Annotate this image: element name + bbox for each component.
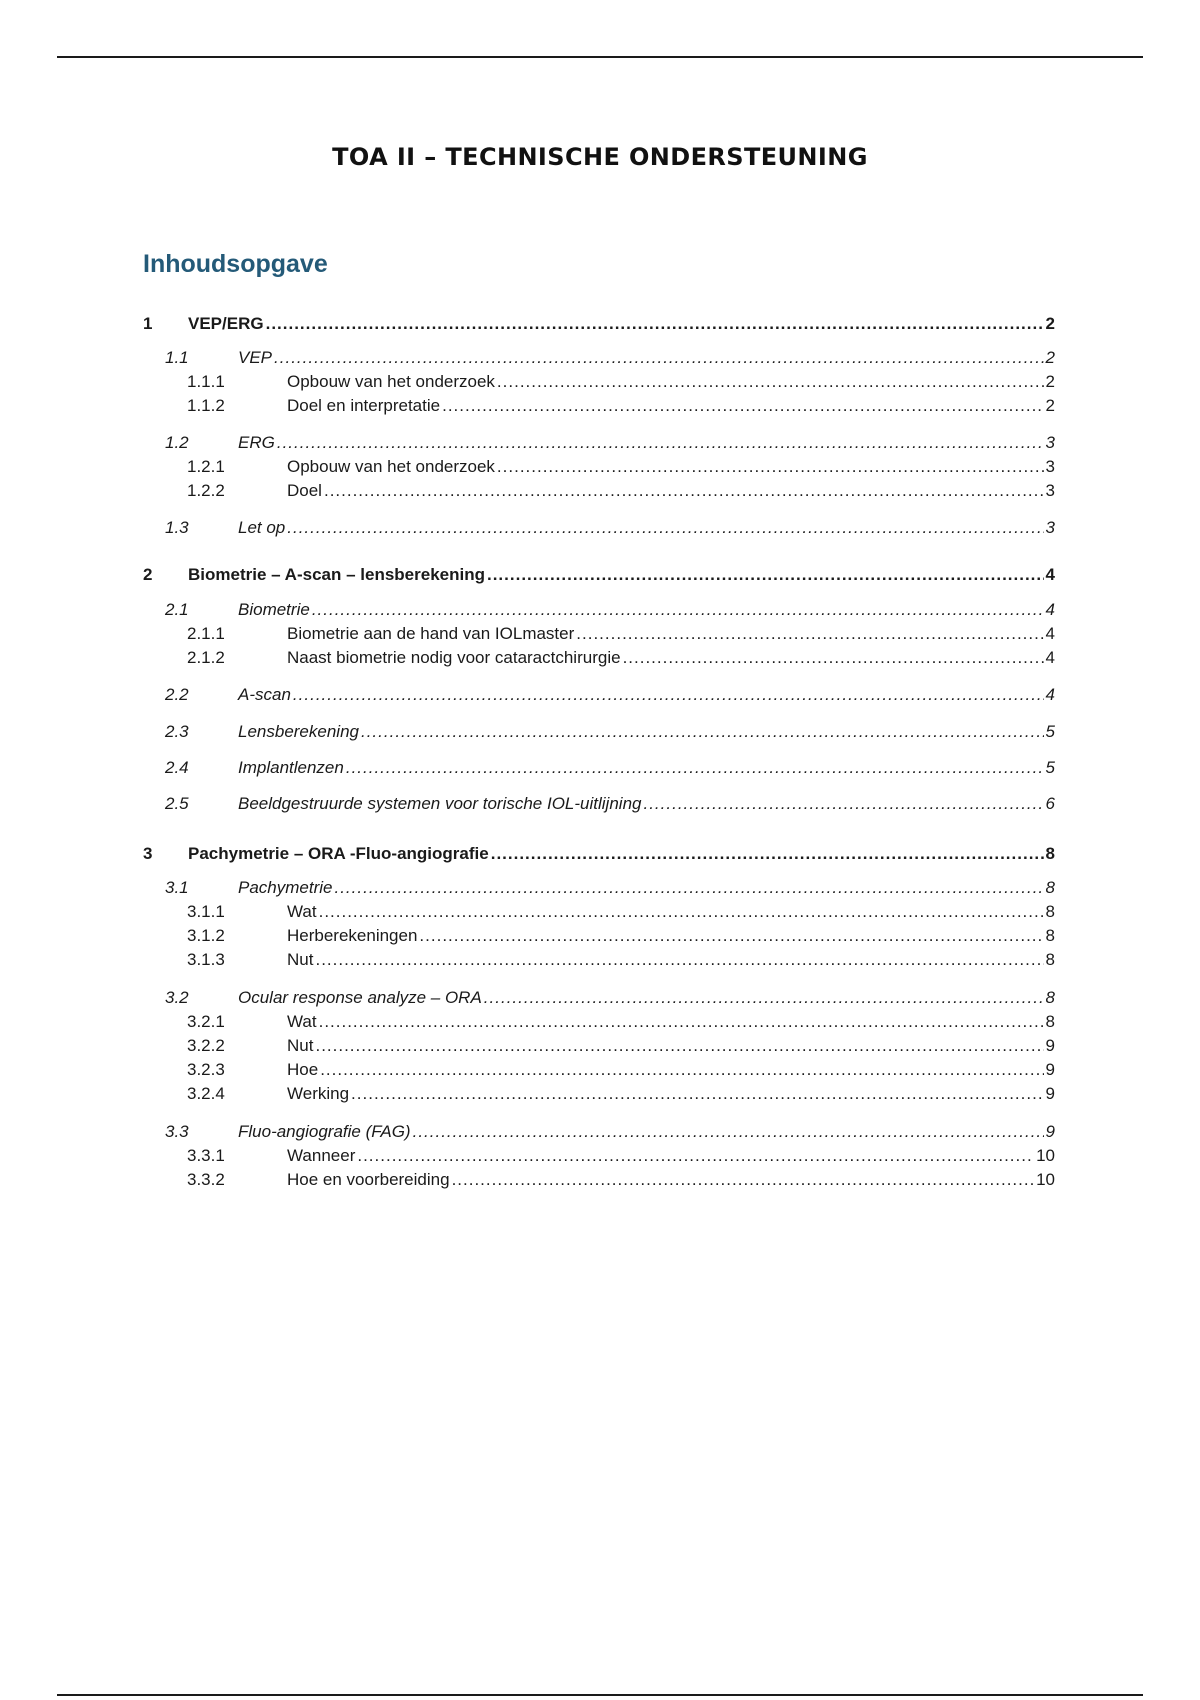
toc-entry-number: 3.3 — [165, 1122, 189, 1141]
toc-entry[interactable] — [143, 900, 1055, 924]
toc-entry-label: Fluo-angiografie (FAG) — [238, 1122, 411, 1141]
toc-entry-page: 9 — [1045, 1036, 1055, 1055]
toc-entry-number: 3.2 — [165, 988, 189, 1007]
toc-entry-label: VEP/ERG — [188, 314, 264, 333]
toc-entry-number: 2.5 — [165, 794, 189, 813]
toc-entry-number: 2.1.1 — [187, 624, 225, 643]
toc-entry-page: 5 — [1045, 758, 1055, 777]
toc-dot-leader — [319, 900, 1044, 924]
toc-entry-label: Biometrie — [238, 600, 310, 619]
toc-entry-page: 3 — [1045, 433, 1055, 452]
toc-entry[interactable] — [143, 683, 1055, 707]
toc-entry[interactable] — [143, 455, 1055, 479]
toc-entry-label: Wat — [287, 1012, 317, 1031]
toc-entry[interactable] — [143, 312, 1055, 336]
toc-entry-page: 2 — [1045, 372, 1055, 391]
toc-dot-leader — [293, 683, 1044, 707]
toc-entry-number: 2 — [143, 565, 153, 584]
toc-entry-label: Beeldgestruurde systemen voor torische IOL-uitlijning — [238, 794, 642, 813]
toc-entry-number: 3.3.1 — [187, 1146, 225, 1165]
toc-dot-leader — [442, 394, 1043, 418]
toc-entry-number: 3.1.3 — [187, 950, 225, 969]
toc-entry-label: ERG — [238, 433, 275, 452]
toc-entry-page: 4 — [1045, 624, 1055, 643]
toc-entry-page: 3 — [1045, 481, 1055, 500]
header-rule — [57, 56, 1143, 58]
toc-entry[interactable] — [143, 431, 1055, 455]
toc-entry-page: 2 — [1045, 396, 1055, 415]
toc-entry-number: 1.2.2 — [187, 481, 225, 500]
toc-entry-number: 1.2.1 — [187, 457, 225, 476]
toc-entry-page: 10 — [1036, 1146, 1055, 1165]
toc-entry-label: Implantlenzen — [238, 758, 344, 777]
toc-entry-number: 2.1 — [165, 600, 189, 619]
toc-entry[interactable] — [143, 1168, 1055, 1192]
toc-entry-page: 4 — [1045, 600, 1055, 619]
toc-entry-label: Biometrie – A-scan – lensberekening — [188, 565, 485, 584]
toc-dot-leader — [576, 622, 1043, 646]
toc-dot-leader — [491, 842, 1044, 866]
toc-entry-number: 1 — [143, 314, 153, 333]
toc-entry[interactable] — [143, 842, 1055, 866]
toc-entry-page: 8 — [1045, 878, 1055, 897]
toc-entry-label: Ocular response analyze – ORA — [238, 988, 482, 1007]
toc-entry-number: 3.1.2 — [187, 926, 225, 945]
toc-entry-label: Werking — [287, 1084, 350, 1103]
toc-entry[interactable] — [143, 516, 1055, 540]
toc-entry-page: 3 — [1045, 518, 1055, 537]
toc-entry-page: 8 — [1045, 950, 1055, 969]
toc-dot-leader — [623, 646, 1044, 670]
toc-entry-label: Wanneer — [287, 1146, 356, 1165]
toc-entry-page: 4 — [1045, 648, 1055, 667]
toc-entry-page: 2 — [1045, 314, 1055, 333]
toc-entry-label: Biometrie aan de hand van IOLmaster — [287, 624, 575, 643]
toc-entry[interactable] — [143, 479, 1055, 503]
toc-entry[interactable] — [143, 876, 1055, 900]
toc-entry-page: 8 — [1045, 844, 1055, 863]
toc-entry[interactable] — [143, 756, 1055, 780]
toc-entry-page: 9 — [1045, 1084, 1055, 1103]
toc-heading: Inhoudsopgave — [143, 250, 328, 278]
toc-entry-page: 4 — [1045, 565, 1055, 584]
toc-entry-number: 2.3 — [165, 722, 189, 741]
toc-entry-label: Pachymetrie – ORA -Fluo-angiografie — [188, 844, 489, 863]
toc-entry-label: Naast biometrie nodig voor cataractchirurgie — [287, 648, 621, 667]
toc-entry-number: 1.1 — [165, 348, 189, 367]
toc-dot-leader — [315, 948, 1043, 972]
toc-entry[interactable] — [143, 370, 1055, 394]
toc-entry-page: 9 — [1045, 1060, 1055, 1079]
toc-entry-label: Hoe — [287, 1060, 319, 1079]
toc-entry-label: Doel en interpretatie — [287, 396, 441, 415]
toc-entry-page: 6 — [1045, 794, 1055, 813]
toc-entry[interactable] — [143, 720, 1055, 744]
toc-entry-page: 5 — [1045, 722, 1055, 741]
toc-dot-leader — [312, 598, 1044, 622]
toc-entry[interactable] — [143, 646, 1055, 670]
toc-dot-leader — [277, 431, 1044, 455]
document-title: TOA II – TECHNISCHE ONDERSTEUNING — [332, 143, 868, 171]
toc-entry-page: 8 — [1045, 902, 1055, 921]
toc-entry-number: 2.1.2 — [187, 648, 225, 667]
toc-dot-leader — [487, 563, 1044, 587]
toc-entry-page: 8 — [1045, 926, 1055, 945]
toc-entry-number: 3.1.1 — [187, 902, 225, 921]
toc-entry[interactable] — [143, 924, 1055, 948]
toc-entry-page: 9 — [1045, 1122, 1055, 1141]
toc-dot-leader — [320, 1058, 1043, 1082]
toc-entry-label: Doel — [287, 481, 322, 500]
toc-dot-leader — [315, 1034, 1043, 1058]
toc-dot-leader — [319, 1010, 1044, 1034]
toc-entry-number: 3 — [143, 844, 153, 863]
toc-entry-label: Opbouw van het onderzoek — [287, 457, 495, 476]
toc-entry-page: 10 — [1036, 1170, 1055, 1189]
toc-entry-label: Pachymetrie — [238, 878, 333, 897]
toc-entry[interactable] — [143, 346, 1055, 370]
toc-dot-leader — [357, 1144, 1034, 1168]
toc-dot-leader — [643, 792, 1043, 816]
toc-entry-label: Wat — [287, 902, 317, 921]
toc-entry[interactable] — [143, 792, 1055, 816]
toc-entry-label: Opbouw van het onderzoek — [287, 372, 495, 391]
footer-rule — [57, 1694, 1143, 1696]
toc-entry[interactable] — [143, 1010, 1055, 1034]
toc-entry-label: Herberekeningen — [287, 926, 418, 945]
toc-entry[interactable] — [143, 563, 1055, 587]
toc-dot-leader — [413, 1120, 1044, 1144]
toc-entry-number: 3.2.1 — [187, 1012, 225, 1031]
toc-entry-number: 1.3 — [165, 518, 189, 537]
toc-entry-number: 1.1.1 — [187, 372, 225, 391]
toc-entry[interactable] — [143, 1058, 1055, 1082]
toc-entry-number: 3.2.3 — [187, 1060, 225, 1079]
toc-entry-page: 8 — [1045, 1012, 1055, 1031]
toc-entry-page: 8 — [1045, 988, 1055, 1007]
toc-entry[interactable] — [143, 1120, 1055, 1144]
toc-entry-number: 2.2 — [165, 685, 189, 704]
toc-entry-number: 1.2 — [165, 433, 189, 452]
toc-dot-leader — [361, 720, 1044, 744]
toc-entry[interactable] — [143, 1144, 1055, 1168]
toc-entry-label: Let op — [238, 518, 286, 537]
toc-entry[interactable] — [143, 598, 1055, 622]
toc-entry[interactable] — [143, 1082, 1055, 1106]
toc-entry-number: 3.1 — [165, 878, 189, 897]
toc-entry-page: 2 — [1045, 348, 1055, 367]
toc-entry-page: 4 — [1045, 685, 1055, 704]
toc-dot-leader — [324, 479, 1044, 503]
toc-dot-leader — [351, 1082, 1043, 1106]
toc-entry-label: Lensberekening — [238, 722, 359, 741]
toc-entry[interactable] — [143, 394, 1055, 418]
toc-entry[interactable] — [143, 622, 1055, 646]
toc-entry[interactable] — [143, 986, 1055, 1010]
toc-dot-leader — [266, 312, 1044, 336]
toc-dot-leader — [419, 924, 1043, 948]
toc-entry-number: 3.2.4 — [187, 1084, 225, 1103]
toc-dot-leader — [346, 756, 1044, 780]
toc-entry-label: Nut — [287, 950, 314, 969]
toc-dot-leader — [274, 346, 1044, 370]
toc-entry-number: 3.3.2 — [187, 1170, 225, 1189]
toc-dot-leader — [334, 876, 1043, 900]
toc-entry[interactable] — [143, 1034, 1055, 1058]
toc-entry-number: 1.1.2 — [187, 396, 225, 415]
toc-dot-leader — [287, 516, 1043, 540]
toc-entry-label: A-scan — [238, 685, 291, 704]
toc-entry[interactable] — [143, 948, 1055, 972]
toc-entry-label: Nut — [287, 1036, 314, 1055]
toc-dot-leader — [497, 370, 1044, 394]
toc-entry-label: Hoe en voorbereiding — [287, 1170, 450, 1189]
toc-dot-leader — [452, 1168, 1035, 1192]
toc-entry-label: VEP — [238, 348, 273, 367]
toc-entry-page: 3 — [1045, 457, 1055, 476]
toc-dot-leader — [484, 986, 1044, 1010]
toc-entry-number: 2.4 — [165, 758, 189, 777]
toc-entry-number: 3.2.2 — [187, 1036, 225, 1055]
toc-dot-leader — [497, 455, 1044, 479]
